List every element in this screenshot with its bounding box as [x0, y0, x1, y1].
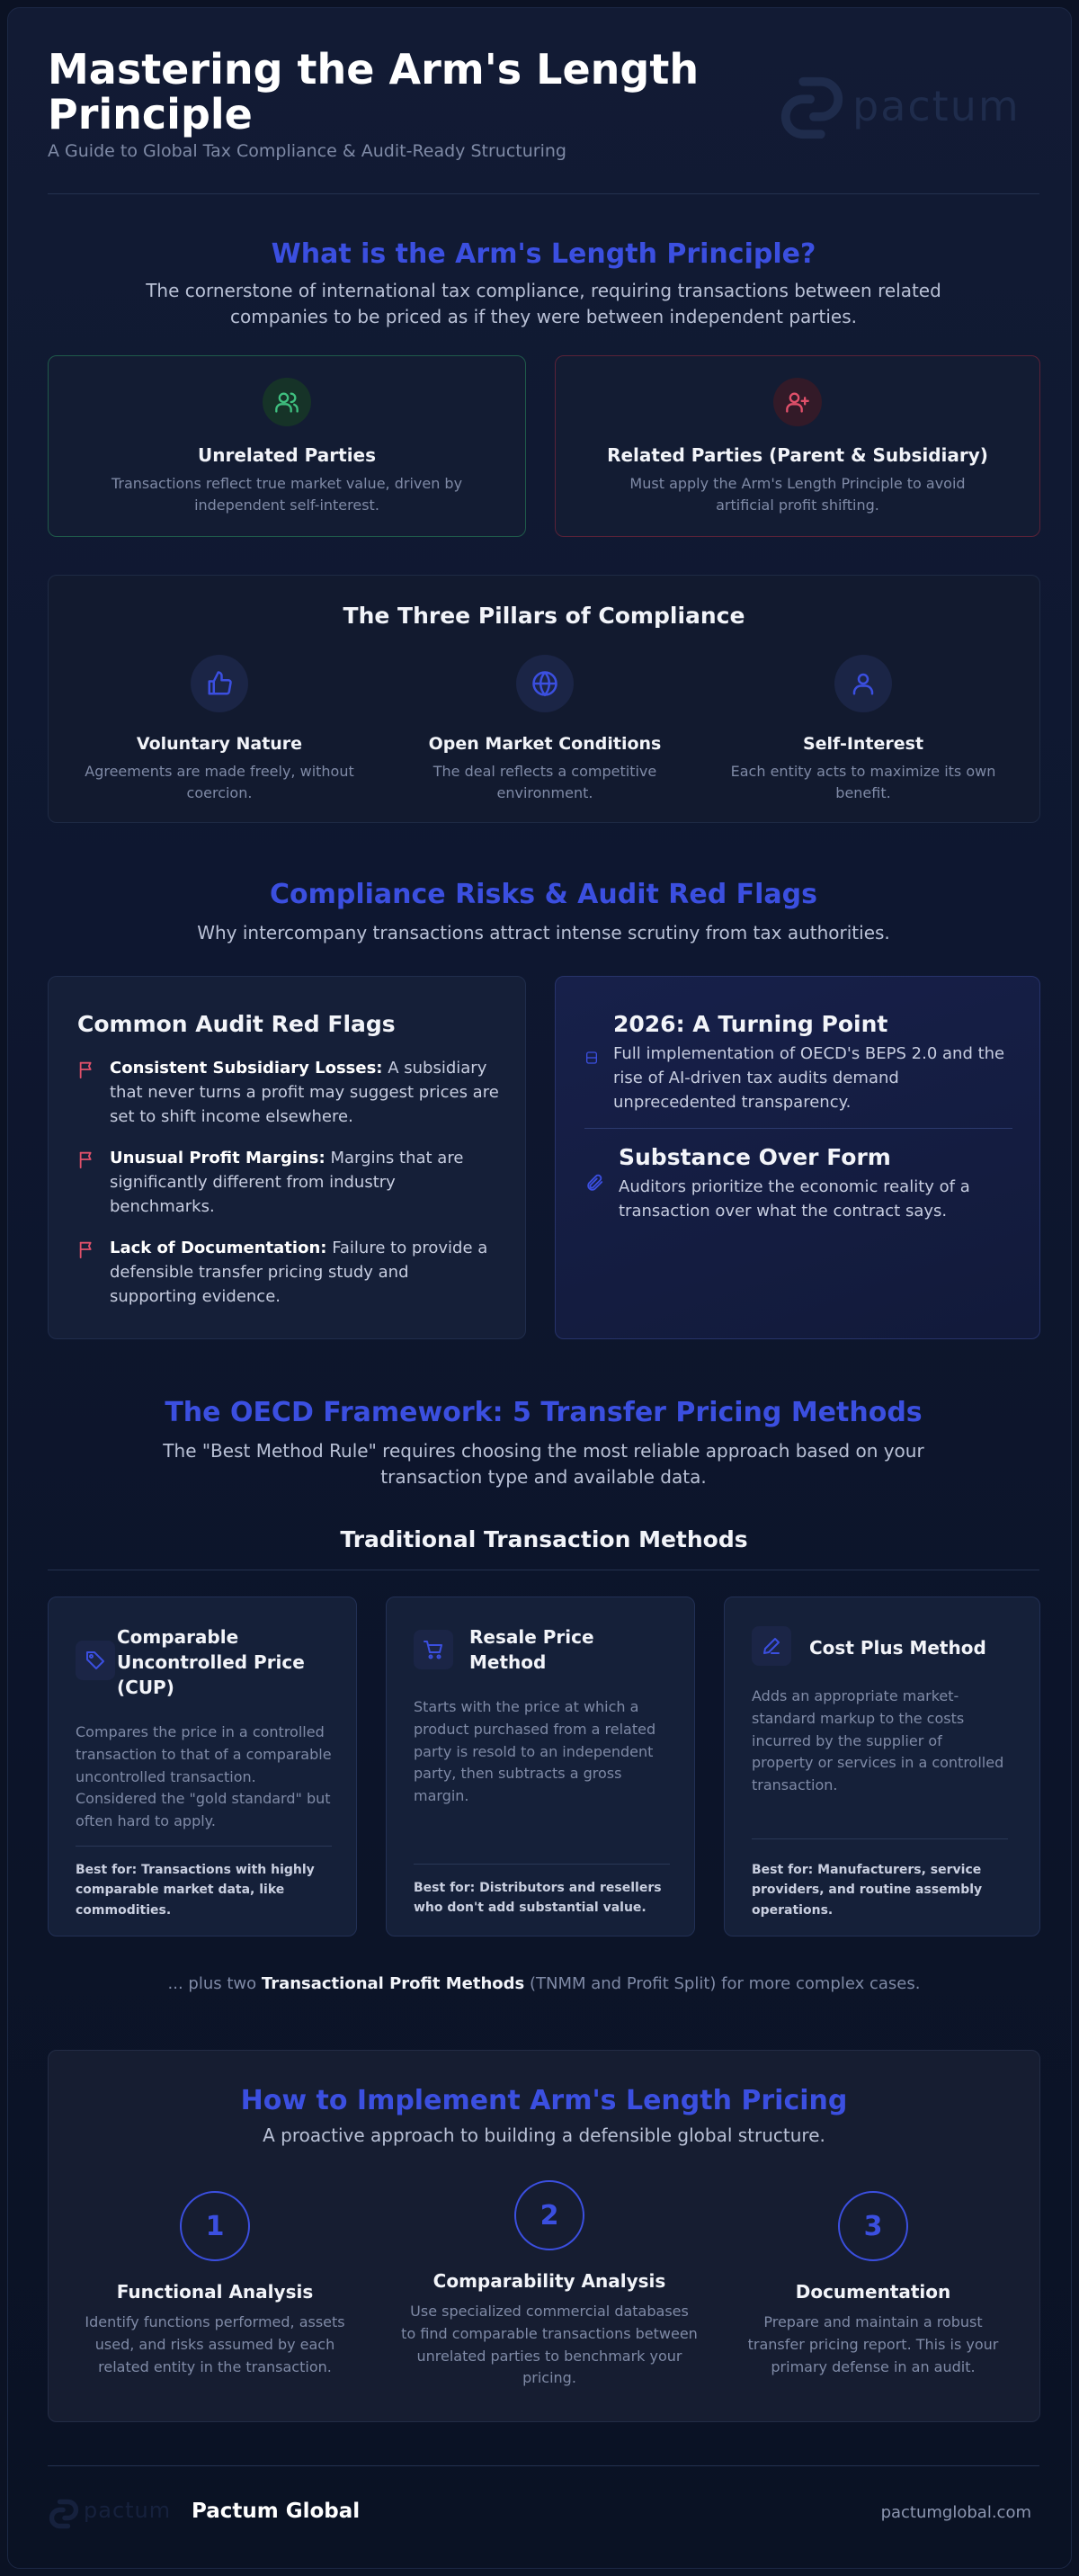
- page-subtitle: A Guide to Global Tax Compliance & Audit-Ready Structuring: [48, 141, 566, 161]
- transactional-methods-note: [48, 1974, 1040, 1993]
- turning-divider: [584, 1128, 1012, 1129]
- related-parties-card: [555, 355, 1040, 537]
- flag-item: [77, 1146, 500, 1223]
- footer-brand: Pactum Global: [192, 2500, 361, 2523]
- footer-logo-wordmark: pactum: [84, 2498, 172, 2523]
- infographic-frame: [7, 7, 1072, 2569]
- pillar-voluntary: [76, 655, 363, 799]
- turning-point-card: [555, 976, 1040, 1339]
- method-card-cup: [48, 1597, 357, 1936]
- card-desc: Transactions reflect true market value, driven by independent self-interest.: [111, 475, 463, 514]
- unrelated-parties-card: [48, 355, 526, 537]
- turning-point-title: 2026: A Turning Point: [613, 1011, 888, 1037]
- substance-text: Auditors prioritize the economic reality of a transaction over what the contract says.: [619, 1177, 970, 1221]
- card-title: Related Parties (Parent & Subsidiary): [607, 444, 988, 466]
- user-icon: [834, 655, 892, 712]
- step-title: Documentation: [795, 2281, 951, 2303]
- method-divider: [752, 1838, 1008, 1839]
- pillar-open-market: [401, 655, 689, 799]
- method-best-for: Best for: Transactions with highly comparable market data, like commodities.: [76, 1863, 315, 1918]
- red-flags-title: Common Audit Red Flags: [77, 1011, 396, 1037]
- pillar-desc: The deal reflects a competitive environment.: [432, 763, 657, 801]
- step-number: 1: [180, 2191, 250, 2261]
- pactum-logo-icon: [777, 73, 847, 143]
- method-best-for: Best for: Manufacturers, service providers, and routine assembly operations.: [752, 1863, 983, 1918]
- method-title: Resale Price Method: [469, 1626, 594, 1673]
- flag-desc: Margins that are significantly different from industry benchmarks.: [110, 1149, 464, 1216]
- flag-text: [110, 1056, 500, 1129]
- pillars-card: [48, 575, 1040, 823]
- flag-text: [110, 1146, 500, 1219]
- flag-item: [77, 1236, 500, 1322]
- note-post: (TNMM and Profit Split) for more complex cases.: [524, 1974, 921, 1993]
- note-pre: ... plus two: [167, 1974, 262, 1993]
- flag-item: [77, 1056, 500, 1142]
- method-card-resale: [386, 1597, 695, 1936]
- flag-desc: Failure to provide a defensible transfer pricing study and supporting evidence.: [110, 1239, 488, 1306]
- method-title: Cost Plus Method: [809, 1637, 986, 1659]
- method-desc: Starts with the price at which a product purchased from a related party is resold to an independent party, then subtracts a gross margin.: [414, 1698, 656, 1805]
- risks-subtitle: Why intercompany transactions attract intense scrutiny from tax authorities.: [197, 922, 890, 944]
- step-title: Functional Analysis: [116, 2281, 314, 2303]
- method-best-for: Best for: Distributors and resellers who don't add substantial value.: [414, 1881, 662, 1916]
- substance-title: Substance Over Form: [619, 1144, 891, 1170]
- implement-subtitle: A proactive approach to building a defensible global structure.: [263, 2124, 825, 2146]
- method-card-cost-plus: [724, 1597, 1040, 1936]
- red-flags-card: [48, 976, 526, 1339]
- step-desc: Prepare and maintain a robust transfer pricing report. This is your primary defense in an audit.: [747, 2313, 999, 2375]
- footer-url[interactable]: pactumglobal.com: [880, 2503, 1031, 2522]
- pillar-title: Self-Interest: [802, 734, 924, 754]
- card-title: Unrelated Parties: [197, 444, 377, 466]
- users-icon: [263, 378, 311, 426]
- turning-point-text: Full implementation of OECD's BEPS 2.0 and the rise of AI-driven tax audits demand unprecedented transparency.: [613, 1044, 1005, 1112]
- intro-subtitle: The cornerstone of international tax compliance, requiring transactions between related companies to be priced as if they were between independent parties.: [146, 280, 941, 327]
- cart-icon: [414, 1630, 453, 1669]
- tag-icon: [76, 1641, 115, 1680]
- step-number: 2: [514, 2180, 584, 2250]
- server-icon: [584, 1051, 599, 1065]
- implementation-card: [48, 2050, 1040, 2422]
- risks-title: Compliance Risks & Audit Red Flags: [269, 879, 818, 910]
- pillar-desc: Each entity acts to maximize its own benefit.: [730, 763, 996, 801]
- flag-label: Lack of Documentation:: [110, 1239, 327, 1257]
- header-divider: [48, 193, 1039, 194]
- flag-icon: [77, 1060, 97, 1079]
- thumbs-up-icon: [191, 655, 248, 712]
- flag-icon: [77, 1239, 97, 1259]
- page-title: Mastering the Arm's Length Principle: [48, 45, 700, 139]
- implement-title: How to Implement Arm's Length Pricing: [240, 2085, 848, 2116]
- oecd-subtitle: The "Best Method Rule" requires choosing the most reliable approach based on your transaction type and available data.: [163, 1440, 924, 1488]
- traditional-methods-title: Traditional Transaction Methods: [340, 1526, 748, 1552]
- footer-divider: [48, 2465, 1039, 2466]
- globe-icon: [516, 655, 574, 712]
- flag-desc: A subsidiary that never turns a profit may suggest prices are set to shift income elsewhere.: [110, 1059, 499, 1126]
- pillar-desc: Agreements are made freely, without coercion.: [85, 763, 354, 801]
- pillar-title: Voluntary Nature: [136, 734, 303, 754]
- method-desc: Compares the price in a controlled transaction to that of a comparable uncontrolled transaction. Considered the "gold standard" but often hard to apply.: [76, 1723, 332, 1830]
- step-number: 3: [838, 2191, 908, 2261]
- intro-title: What is the Arm's Length Principle?: [271, 238, 816, 270]
- footer-logo: [48, 2496, 192, 2532]
- pillar-self-interest: [719, 655, 1007, 799]
- pillars-title: The Three Pillars of Compliance: [343, 603, 745, 629]
- step-desc: Identify functions performed, assets used, and risks assumed by each related entity in the transaction.: [85, 2313, 345, 2375]
- flag-label: Unusual Profit Margins:: [110, 1149, 325, 1167]
- user-plus-icon: [773, 378, 822, 426]
- paperclip-icon: [584, 1173, 604, 1193]
- note-bold: Transactional Profit Methods: [261, 1974, 525, 1993]
- flag-text: [110, 1236, 500, 1309]
- step-title: Comparability Analysis: [432, 2270, 666, 2292]
- method-title: Comparable Uncontrolled Price (CUP): [117, 1626, 305, 1698]
- method-divider: [76, 1846, 332, 1847]
- flag-label: Consistent Subsidiary Losses:: [110, 1059, 383, 1078]
- pactum-logo-icon: [48, 2498, 80, 2530]
- method-desc: Adds an appropriate market-standard markup to the costs incurred by the supplier of property or services in a controlled transaction.: [752, 1687, 1004, 1794]
- step-desc: Use specialized commercial databases to find comparable transactions between unrelated parties to benchmark your pricing.: [401, 2303, 698, 2387]
- pillar-title: Open Market Conditions: [428, 734, 662, 754]
- pactum-logo: [777, 73, 1047, 145]
- card-desc: Must apply the Arm's Length Principle to avoid artificial profit shifting.: [629, 475, 966, 514]
- flag-icon: [77, 1149, 97, 1169]
- oecd-title: The OECD Framework: 5 Transfer Pricing Methods: [165, 1397, 923, 1428]
- logo-wordmark: pactum: [852, 82, 1021, 130]
- method-divider: [414, 1864, 670, 1865]
- pen-icon: [752, 1626, 791, 1666]
